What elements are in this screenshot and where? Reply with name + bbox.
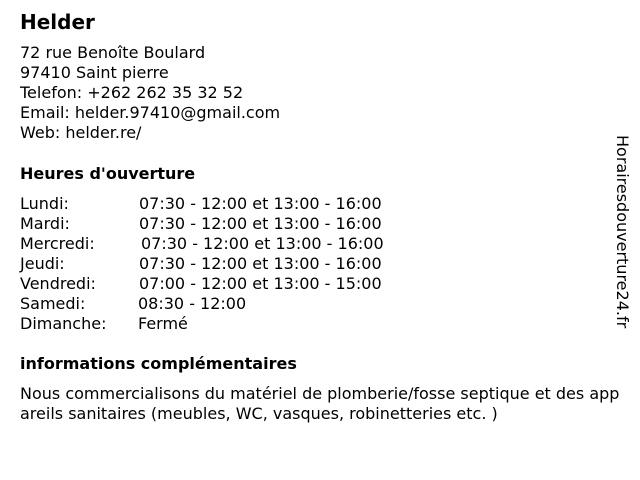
hours-value: 07:30 - 12:00 et 13:00 - 16:00 <box>141 234 384 253</box>
hours-row-wednesday <box>20 234 460 254</box>
address-line-2: 97410 Saint pierre <box>20 63 169 82</box>
day-label: Vendredi: <box>20 274 96 293</box>
hours-value: 07:30 - 12:00 et 13:00 - 16:00 <box>139 254 382 273</box>
contact-block <box>20 43 280 143</box>
hours-value: 07:30 - 12:00 et 13:00 - 16:00 <box>139 194 382 213</box>
website-link: Web: helder.re/ <box>20 123 142 142</box>
hours-value: Fermé <box>138 314 188 333</box>
hours-value: 08:30 - 12:00 <box>138 294 247 313</box>
hours-row-sunday <box>20 314 460 334</box>
day-label: Samedi: <box>20 294 86 313</box>
hours-row-monday <box>20 194 460 214</box>
day-label: Mardi: <box>20 214 70 233</box>
day-label: Mercredi: <box>20 234 95 253</box>
day-label: Dimanche: <box>20 314 107 333</box>
business-name: Helder <box>20 10 95 34</box>
additional-info-heading: informations complémentaires <box>20 354 297 373</box>
day-label: Jeudi: <box>20 254 65 273</box>
hours-value: 07:30 - 12:00 et 13:00 - 16:00 <box>139 214 382 233</box>
address-line-1: 72 rue Benoîte Boulard <box>20 43 206 62</box>
hours-row-friday <box>20 274 460 294</box>
hours-row-tuesday <box>20 214 460 234</box>
hours-value: 07:00 - 12:00 et 13:00 - 15:00 <box>139 274 382 293</box>
additional-info-text: Nous commercialisons du matériel de plomberie/fosse septique et des appareils sanitaires (meubles, WC, vasques, robinetteries etc. ) <box>20 384 620 423</box>
opening-hours-table <box>20 194 460 334</box>
opening-hours-heading: Heures d'ouverture <box>20 164 196 183</box>
email-address: Email: helder.97410@gmail.com <box>20 103 281 122</box>
hours-row-thursday <box>20 254 460 274</box>
hours-row-saturday <box>20 294 460 314</box>
phone-number: Telefon: +262 262 35 32 52 <box>20 83 244 102</box>
day-label: Lundi: <box>20 194 69 213</box>
site-watermark: Horairesdouverture24.fr <box>613 135 632 329</box>
